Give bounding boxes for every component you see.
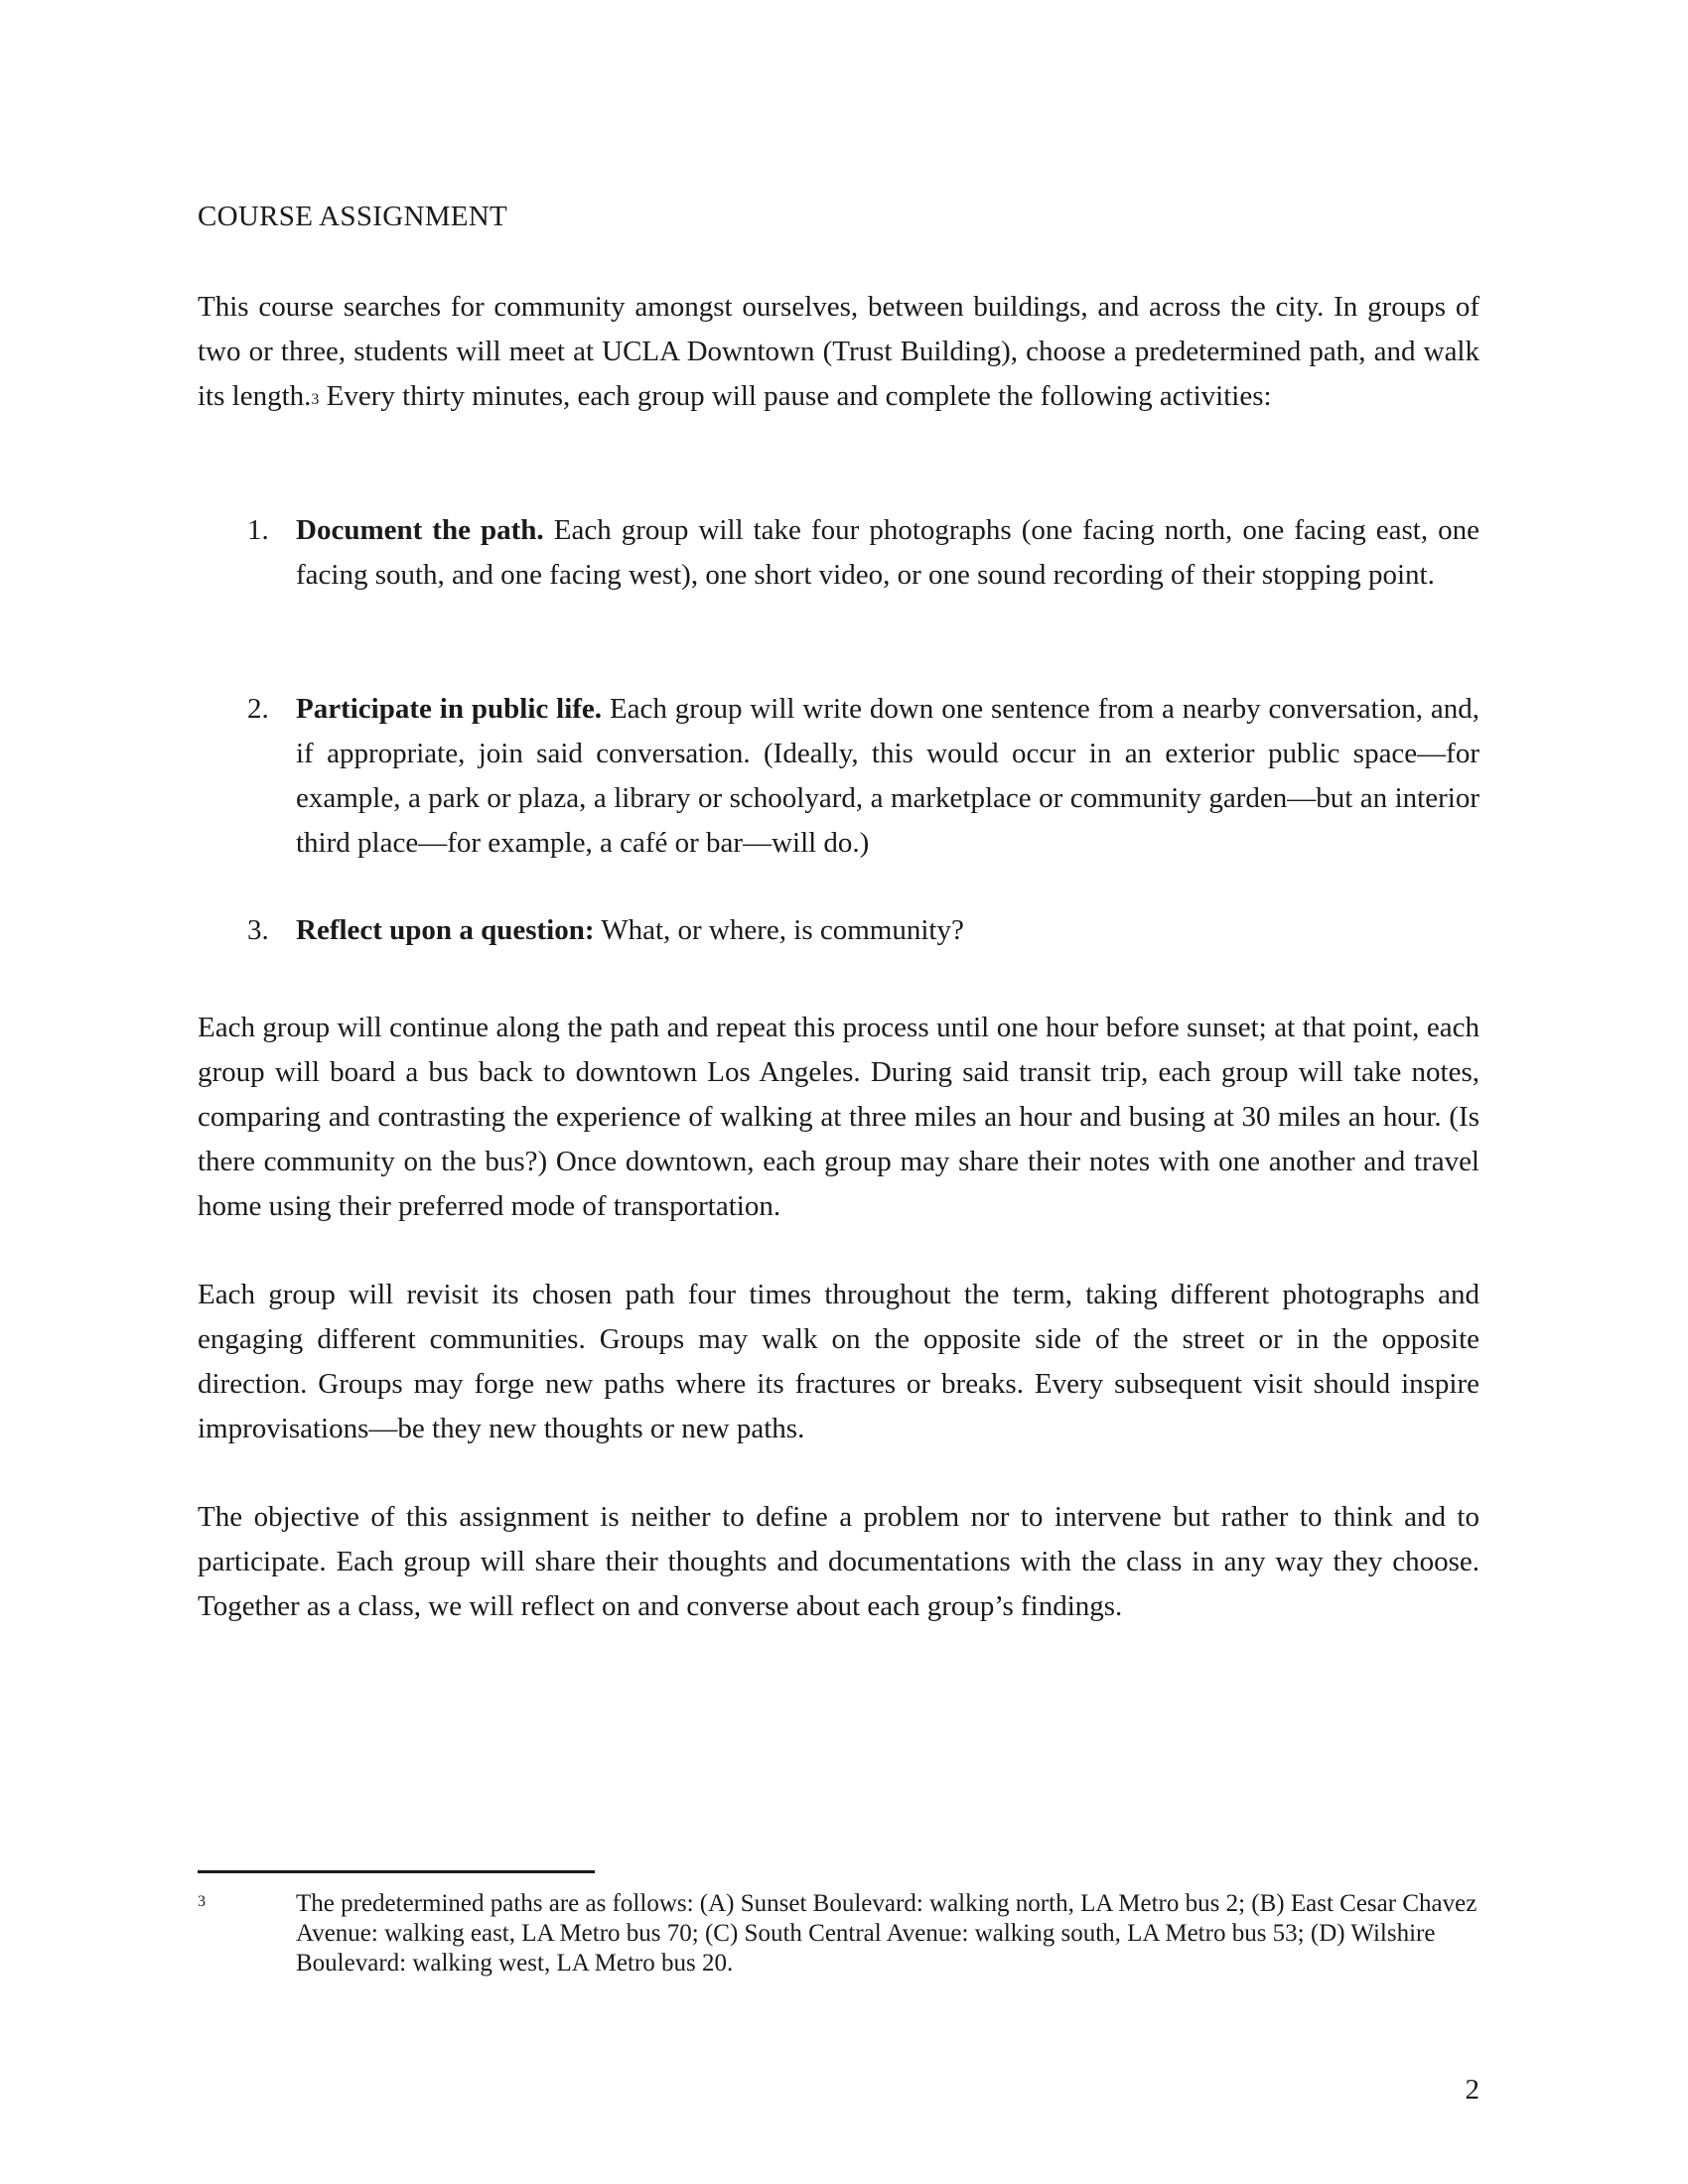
body-paragraph: Each group will continue along the path and repeat this process until one hour before sunset; at that point, each group will board a bus back to downtown Los Angeles. During said transit trip, each group will take notes, comparing and contrasting the experience of walking at three miles an hour and busing at 30 miles an hour. (Is there community on the bus?) Once downtown, each group may share their notes with one another and travel home using their preferred mode of transportation. (198, 1012, 1479, 1222)
footnote-divider (198, 1870, 595, 1873)
list-item-title: Reflect upon a question: (296, 914, 595, 946)
list-number: 1. (247, 514, 269, 546)
body-paragraph: Each group will revisit its chosen path four times throughout the term, taking different photographs and engaging different communities. Groups may walk on the opposite side of the street or in the opposite direction. Groups may forge new paths where its fractures or breaks. Every subsequent visit should inspire improvisations—be they new thoughts or new paths. (198, 1279, 1479, 1444)
body-paragraph: The objective of this assignment is neither to define a problem nor to intervene but rather to think and to participate. Each group will share their thoughts and documentations with the class in any way they choose. Together as a class, we will reflect on and converse about each group’s findings. (198, 1501, 1479, 1622)
intro-paragraph (198, 285, 1479, 419)
list-item-title: Document the path. (296, 514, 544, 546)
intro-text: This course searches for community amongst ourselves, between buildings, and across the city. In groups of two or three, students will meet at UCLA Downtown (Trust Building), choose a predetermined path, and walk its length. (198, 291, 1479, 412)
list-item (198, 508, 1479, 598)
intro-text-continued: Every thirty minutes, each group will pause and complete the following activities: (319, 380, 1272, 412)
list-item-text: Each group will take four photographs (one facing north, one facing east, one facing south, and one facing west), one short video, or one sound recording of their stopping point. (296, 514, 1479, 591)
list-item-content (296, 508, 1479, 598)
list-item-content (296, 908, 1479, 953)
footnote-reference[interactable]: 3 (311, 391, 320, 408)
footnote-mark: 3 (198, 1893, 206, 1910)
list-item-text: What, or where, is community? (594, 914, 964, 946)
page-number: 2 (1465, 2074, 1479, 2106)
list-item-content (296, 687, 1479, 866)
footnote-text: The predetermined paths are as follows: (A) Sunset Boulevard: walking north, LA Metro bus 2; (B) East Cesar Chavez Avenue: walking east, LA Metro bus 70; (C) South Central Avenue: walking south, LA Metro bus 53; (D) Wilshire Boulevard: walking west, LA Metro bus 20. (296, 1890, 1477, 1977)
list-item (198, 908, 1479, 953)
list-item (198, 687, 1479, 866)
footnote (198, 1889, 1479, 1979)
list-item-text: Each group will write down one sentence from a nearby conversation, and, if appropriate, join said conversation. (Ideally, this would occur in an exterior public space—for example, a park or plaza, a library or schoolyard, a marketplace or community garden—but an interior third place—for example, a café or bar—will do.) (296, 693, 1479, 859)
list-number: 2. (247, 693, 269, 725)
section-heading: COURSE ASSIGNMENT (198, 201, 508, 232)
list-item-title: Participate in public life. (296, 693, 603, 725)
list-number: 3. (247, 914, 269, 946)
